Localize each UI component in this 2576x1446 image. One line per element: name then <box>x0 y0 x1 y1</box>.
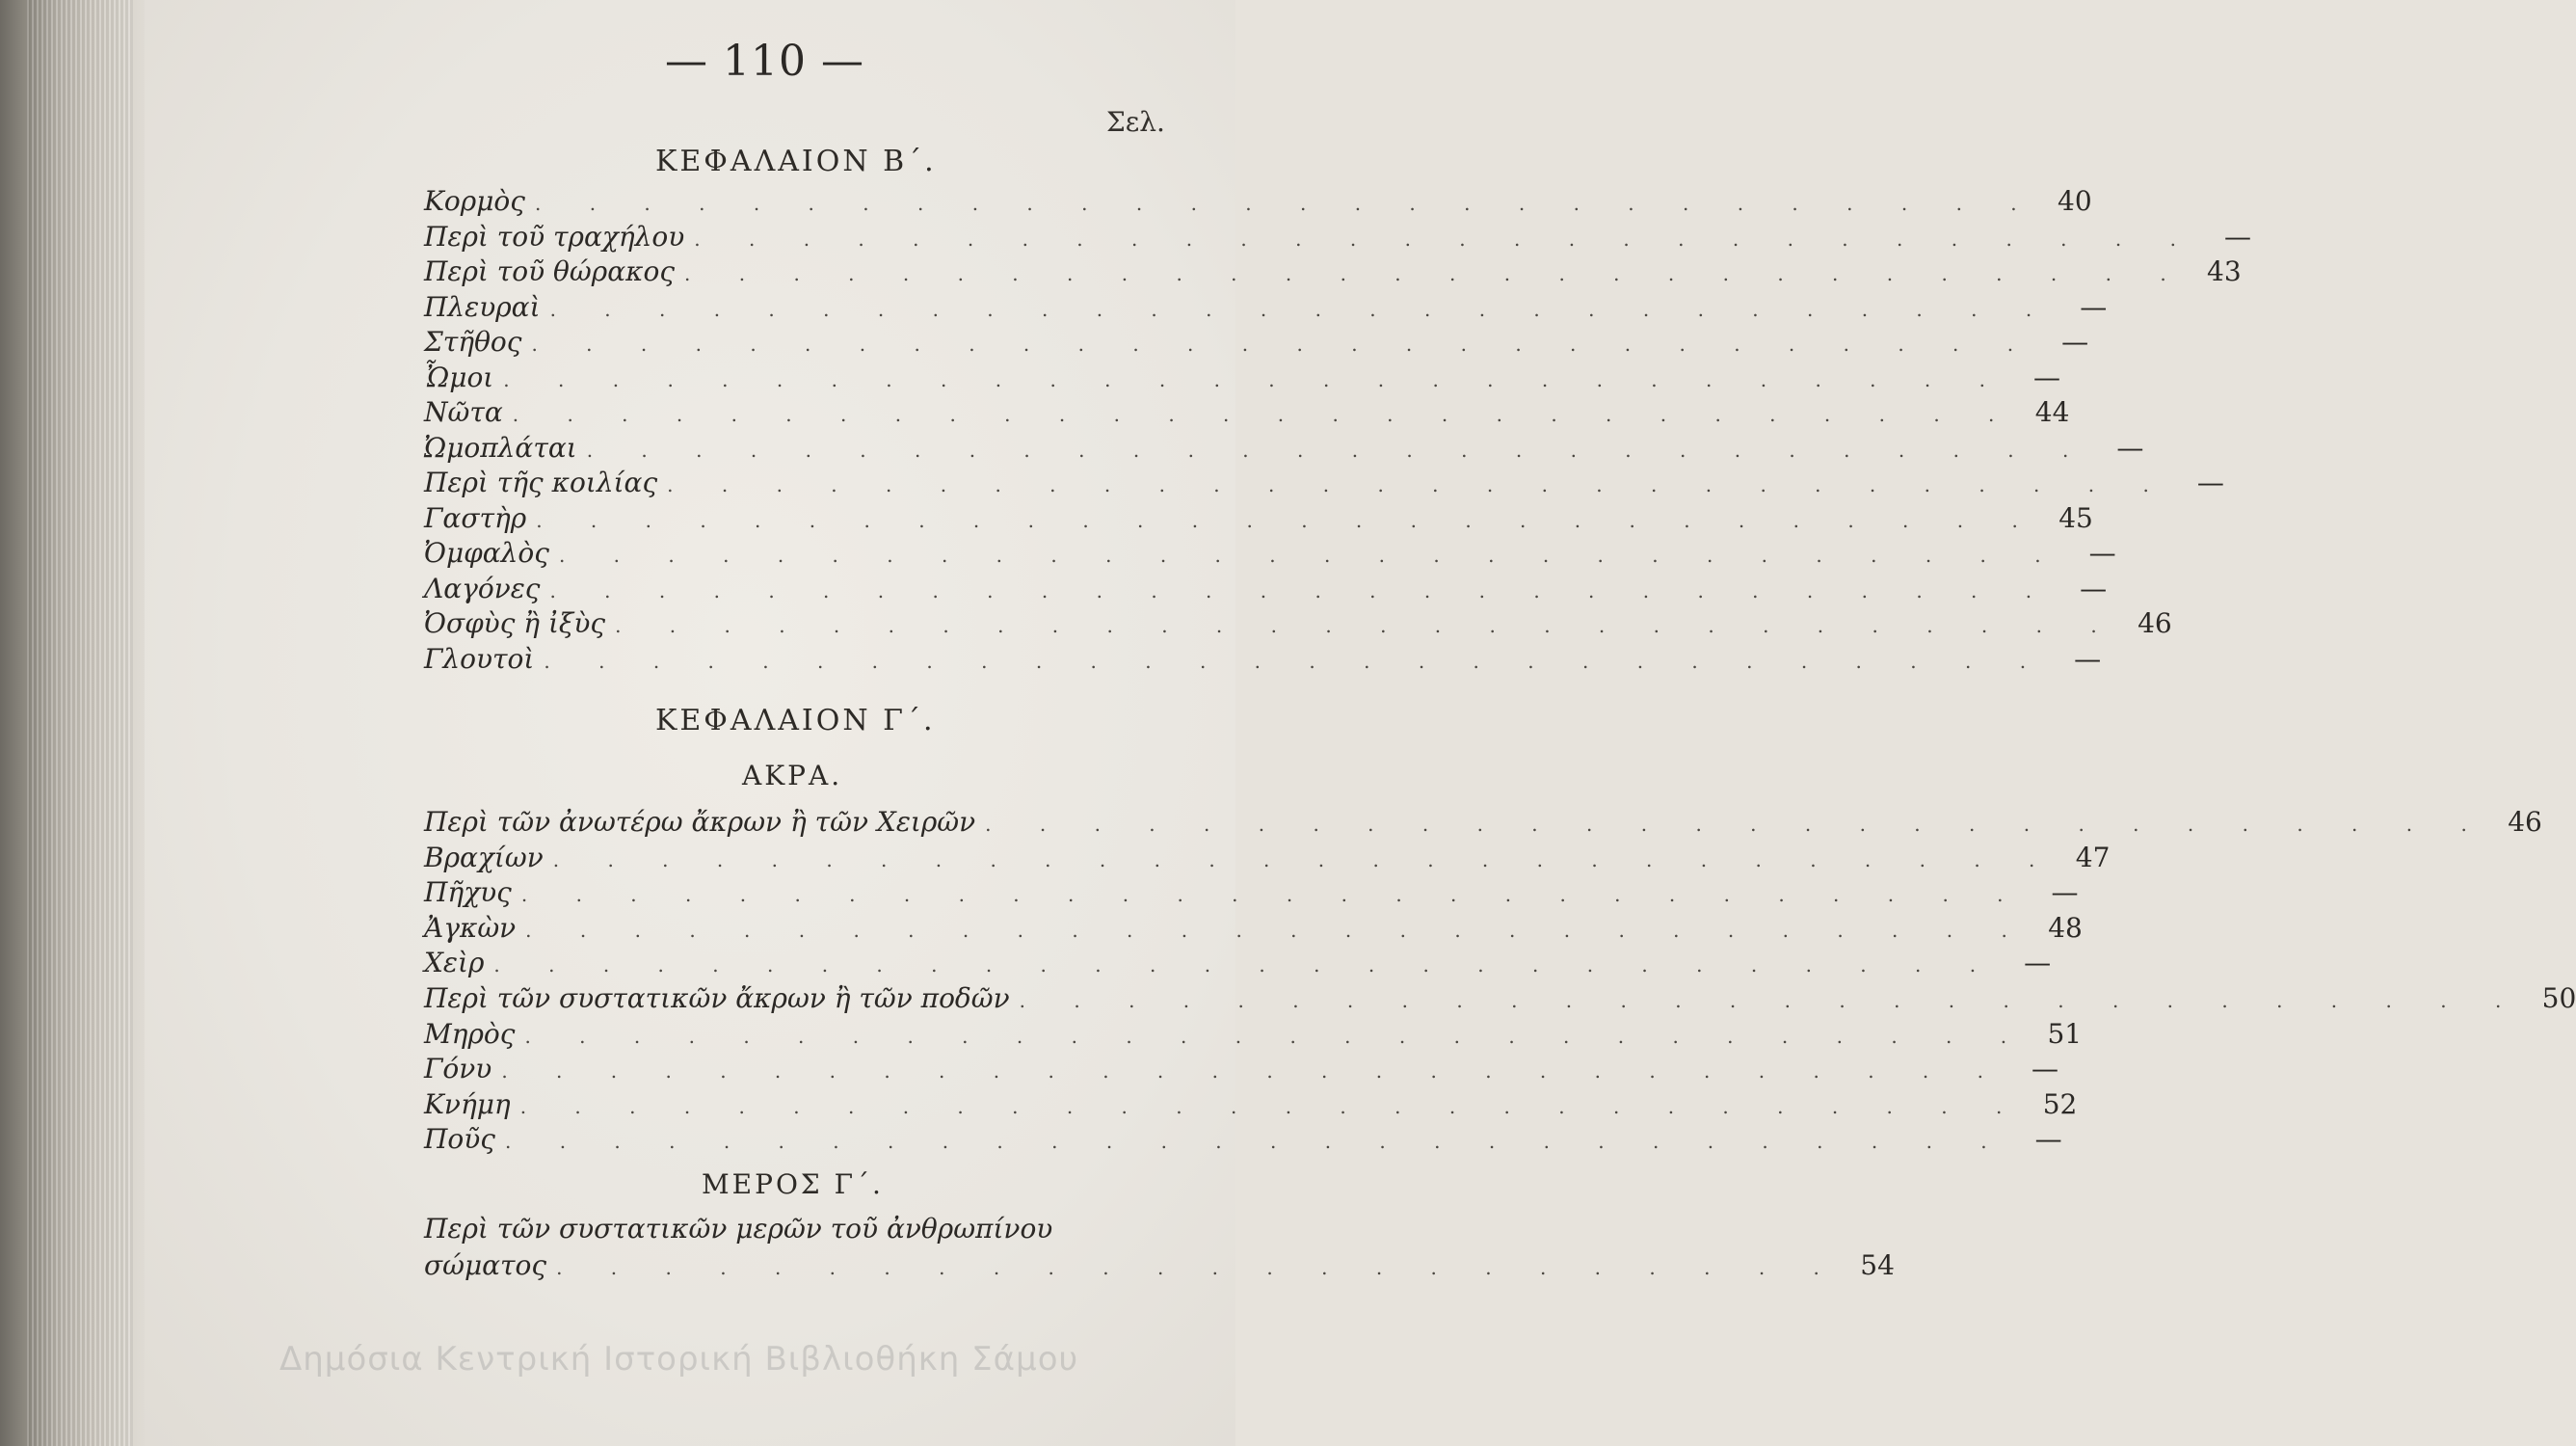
toc-entry <box>424 572 2108 609</box>
dot-leader: . . . . . . . . . . . . . . . . . . . . . . . . . . . . <box>520 883 2025 907</box>
dot-leader: . . . . . . . . . . . . . . . . . . . . . . . . . . . . <box>524 1024 2029 1048</box>
toc-entry-title: Περὶ τῶν συστατικῶν ἄκρων ἢ τῶν ποδῶν <box>424 982 1010 1014</box>
toc-entry-title: Λαγόνες <box>424 572 541 604</box>
dot-leader: . . . . . . . . . . . . . . . . . . . . . . . . . . . . <box>667 473 2170 496</box>
dot-leader: . . . . . . . . . . . . . . . . . . . . . . . . . . . . <box>615 614 2118 637</box>
dot-leader: . . . . . . . . . . . . . . . . . . . . . . . . . . . . <box>549 297 2054 321</box>
chapter-c-heading: ΚΕΦΑΛΑΙΟΝ Γ΄. <box>655 704 936 737</box>
dot-leader: . . . . . . . . . . . . . . . . . . . . . . . . . . . . <box>504 1130 2008 1154</box>
dot-leader: . . . . . . . . . . . . . . . . . . . . . . . . . . . . <box>552 847 2057 871</box>
toc-entry-title: Περὶ τῆς κοιλίας <box>424 467 658 498</box>
toc-entry-page: 43 <box>2207 255 2242 287</box>
toc-entry-title: Ποῦς <box>424 1123 495 1156</box>
toc-entry-page: 46 <box>2138 607 2172 639</box>
dot-leader: . . . . . . . . . . . . . . . . . . . . . . . . . . . . <box>536 508 2039 532</box>
dot-leader: . . . . . . . . . . . . . . . . . . . . . . . . <box>556 1256 1841 1279</box>
toc-entry <box>424 326 2089 362</box>
toc-entry-page: — <box>2034 1123 2062 1156</box>
toc-entry <box>424 1017 2083 1055</box>
dot-leader: . . . . . . . . . . . . . . . . . . . . . . . . . . . . <box>512 403 2016 426</box>
toc-entry-title: Ὠμοπλάται <box>424 431 577 464</box>
toc-entry <box>424 537 2116 574</box>
dot-leader: . . . . . . . . . . . . . . . . . . . . . . . . . . . . <box>549 578 2054 602</box>
toc-entry-title: Στῆθος <box>424 326 522 358</box>
toc-entry-title: Ὦμοι <box>424 361 494 393</box>
toc-entry-page: 46 <box>2508 806 2542 838</box>
toc-entry-page: — <box>2116 431 2144 464</box>
toc-entry-page: — <box>2223 220 2251 253</box>
chapter-b-heading: ΚΕΦΑΛΑΙΟΝ Β΄. <box>655 145 937 178</box>
toc-entry <box>424 396 2070 433</box>
toc-entry <box>424 501 2093 539</box>
toc-entry-title: Ἀγκὼν <box>424 911 517 944</box>
toc-entry-page: 44 <box>2034 396 2070 428</box>
toc-entry-title: Γλουτοὶ <box>424 642 535 675</box>
toc-entry-page: — <box>2024 947 2052 979</box>
toc-entry-page: 50 <box>2541 982 2576 1014</box>
dot-leader: . . . . . . . . . . . . . . . . . . . . . . . . . . . . <box>503 367 2006 391</box>
toc-entry-page: 45 <box>2058 501 2093 534</box>
page-number: — 110 — <box>665 37 864 86</box>
toc-entry <box>424 255 2242 292</box>
toc-entry-title: σώματος <box>424 1249 547 1281</box>
book-page-edges <box>0 0 145 1446</box>
toc-entry-title: Χεὶρ <box>424 947 485 979</box>
toc-entry <box>424 185 2092 222</box>
toc-entry <box>424 876 2079 913</box>
toc-entry <box>424 911 2083 949</box>
library-watermark: Δημόσια Κεντρική Ιστορική Βιβλιοθήκη Σάμου <box>279 1340 1079 1379</box>
toc-entry <box>424 841 2111 878</box>
page-column-label: Σελ. <box>1106 106 1165 138</box>
toc-entry-title: Περὶ τῶν συστατικῶν μερῶν τοῦ ἀνθρωπίνου <box>424 1213 1053 1245</box>
chapter-c-subtitle: ΑΚΡΑ. <box>742 760 843 791</box>
toc-entry-part-c <box>424 1249 1895 1286</box>
toc-entry-title: Μηρὸς <box>424 1017 516 1050</box>
toc-entry-title: Περὶ τοῦ θώρακος <box>424 255 676 287</box>
toc-entry <box>424 806 2542 843</box>
toc-entry-page: — <box>2032 1053 2058 1085</box>
toc-entry-title: Ὀσφὺς ἢ ἰξὺς <box>424 607 606 639</box>
toc-entry <box>424 431 2144 469</box>
toc-entry-title: Πλευραὶ <box>424 290 541 323</box>
toc-entry-page: 47 <box>2075 841 2111 873</box>
toc-entry-page: — <box>2088 537 2116 569</box>
toc-entry-page: 52 <box>2042 1087 2078 1120</box>
dot-leader: . . . . . . . . . . . . . . . . . . . . . . . . . . . . <box>531 333 2035 356</box>
dot-leader: . . . . . . . . . . . . . . . . . . . . . . . . . . . . <box>525 918 2029 942</box>
toc-entry-page: 51 <box>2047 1017 2083 1050</box>
toc-entry <box>424 1087 2078 1125</box>
toc-entry-page: — <box>2051 876 2079 909</box>
dot-leader: . . . . . . . . . . . . . . . . . . . . . . . . . . . . <box>519 1094 2024 1118</box>
toc-entry-title: Κορμὸς <box>424 185 525 217</box>
dot-leader: . . . . . . . . . . . . . . . . . . . . . . . . . . . . <box>684 262 2188 285</box>
dot-leader: . . . . . . . . . . . . . . . . . . . . . . . . . . . . <box>544 649 2048 673</box>
toc-entry-title: Γόνυ <box>424 1053 492 1085</box>
toc-entry-page: — <box>2196 467 2224 498</box>
toc-entry <box>424 642 2102 680</box>
dot-leader: . . . . . . . . . . . . . . . . . . . . . . . . . . . . <box>586 438 2090 462</box>
toc-entry <box>424 361 2060 398</box>
toc-entry <box>424 290 2108 328</box>
toc-entry <box>424 607 2172 644</box>
toc-entry-page: — <box>2080 572 2108 604</box>
dot-leader: . . . . . . . . . . . . . . . . . . . . . . . . . . . . <box>501 1059 2005 1084</box>
toc-entry-title: Περὶ τοῦ τραχήλου <box>424 220 685 253</box>
toc-entry-page: 48 <box>2048 911 2083 944</box>
dot-leader: . . . . . . . . . . . . . . . . . . . . . . . . . . . . <box>558 544 2062 567</box>
toc-entry <box>424 947 2052 983</box>
toc-entry-page: 54 <box>1860 1249 1895 1281</box>
dot-leader: . . . . . . . . . . . . . . . . . . . . . . . . . . . . <box>534 192 2038 215</box>
toc-entry-title: Περὶ τῶν ἀνωτέρω ἄκρων ἢ τῶν Χειρῶν <box>424 806 976 838</box>
toc-entry-title: Νῶτα <box>424 396 503 428</box>
toc-entry-page: 40 <box>2058 185 2092 217</box>
toc-entry <box>424 1123 2062 1160</box>
dot-leader: . . . . . . . . . . . . . . . . . . . . . . . . . . . . <box>1019 989 2523 1012</box>
part-c-heading: ΜΕΡΟΣ Γ΄. <box>702 1168 884 1200</box>
dot-leader: . . . . . . . . . . . . . . . . . . . . . . . . . . . . <box>493 953 1998 977</box>
toc-entry-title: Κνήμη <box>424 1087 511 1120</box>
toc-entry-page: — <box>2080 290 2108 323</box>
dot-leader: . . . . . . . . . . . . . . . . . . . . . . . . . . . . <box>985 813 2488 836</box>
toc-entry-page: — <box>2032 361 2060 393</box>
toc-entry <box>424 220 2251 257</box>
toc-entry-title: Γαστὴρ <box>424 501 527 534</box>
toc-entry <box>424 982 2576 1019</box>
toc-entry-page: — <box>2074 642 2102 675</box>
toc-entry-page: — <box>2061 326 2089 358</box>
toc-entry-title: Πῆχυς <box>424 876 512 909</box>
dot-leader: . . . . . . . . . . . . . . . . . . . . . . . . . . . . <box>694 227 2197 251</box>
toc-entry-title: Βραχίων <box>424 841 544 873</box>
page-edge-lines <box>27 0 133 1446</box>
toc-entry <box>424 1053 2058 1089</box>
toc-entry-title: Ὀμφαλὸς <box>424 537 549 569</box>
toc-entry <box>424 467 2224 503</box>
toc-entry-part-c-line1 <box>424 1213 1158 1249</box>
